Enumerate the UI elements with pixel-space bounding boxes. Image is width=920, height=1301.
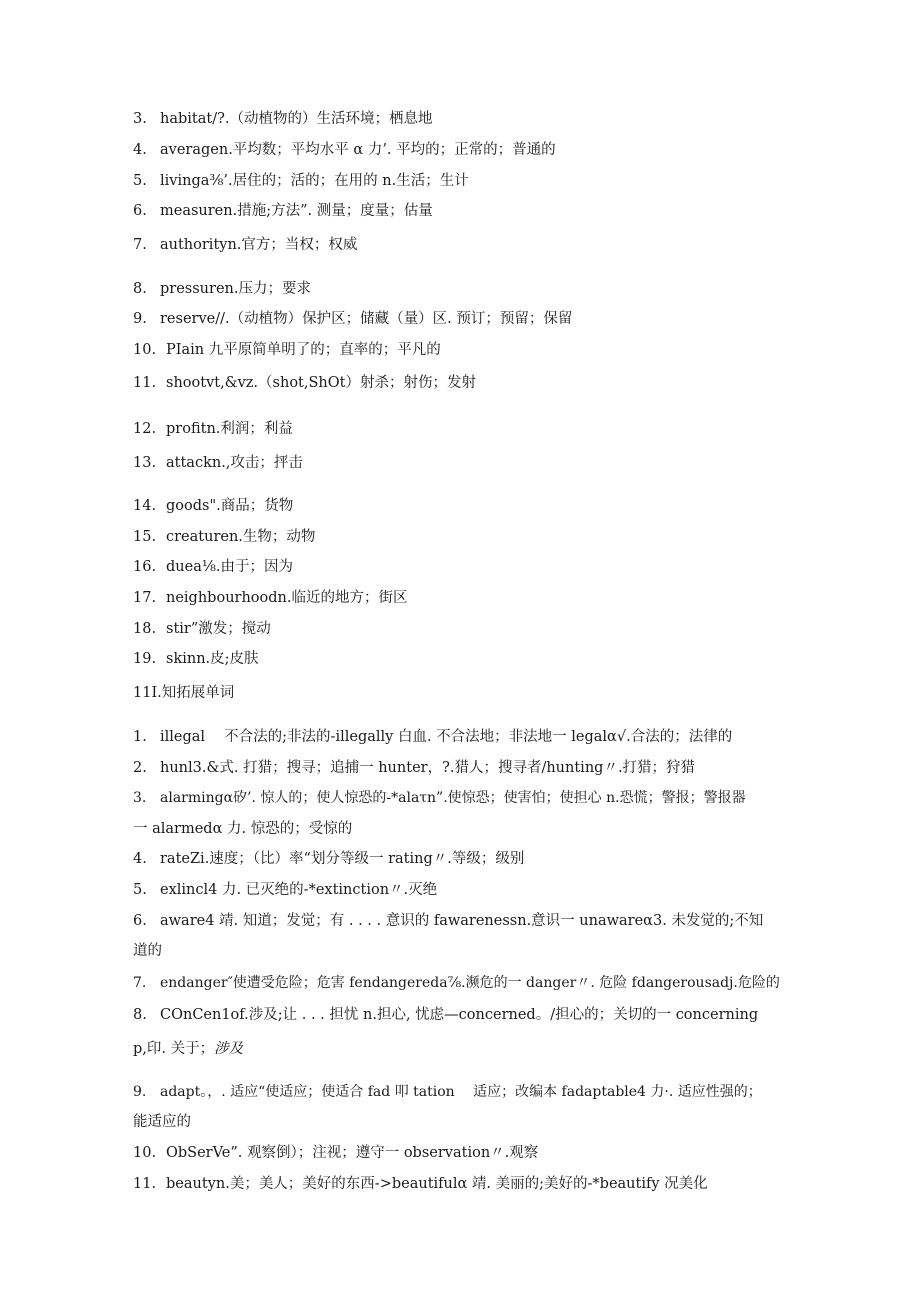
vocab-item-6 xyxy=(133,201,433,221)
item-text: beautyn.美；美人；美好的东西->beautifulα 靖. 美丽的;美好的-*beautify 况美化 xyxy=(166,1176,708,1192)
vocab-item-10 xyxy=(133,340,441,360)
item-number: 11. xyxy=(133,1176,157,1192)
item-text: profitn.利润；利益 xyxy=(166,421,293,437)
vocab-item-15 xyxy=(133,527,315,547)
vocab-item-17 xyxy=(133,588,408,608)
item-number: 12. xyxy=(133,421,157,437)
item-number: 10. xyxy=(133,1145,157,1161)
item-text: attackn.,攻击；抨击 xyxy=(166,455,303,471)
ext-item-3 xyxy=(133,788,746,808)
item-text: aware4 靖. 知道；发觉；有 . . . . 意识的 fawarenessn.意识一 unawareα3. 未发觉的;不知 xyxy=(160,913,764,929)
ext-item-1 xyxy=(133,727,732,747)
item-number: 19. xyxy=(133,651,157,667)
ext-item-8-continued xyxy=(133,1039,243,1059)
item-number: 4. xyxy=(133,851,147,867)
item-text: endanger″使遭受危险；危害 fendangereda⅞.濒危的一 danger〃. 危险 fdangerousadj.危险的 xyxy=(160,975,780,991)
vocab-item-18 xyxy=(133,619,271,639)
vocab-item-19 xyxy=(133,649,259,669)
vocab-item-9 xyxy=(133,309,572,329)
item-number: 8. xyxy=(133,1007,147,1023)
ext-item-9-continued: 能适应的 xyxy=(133,1114,191,1130)
vocab-item-4 xyxy=(133,140,556,160)
item-text: neighbourhoodn.临近的地方；街区 xyxy=(166,590,408,606)
item-number: 14. xyxy=(133,498,157,514)
item-text: reserve//.（动植物）保护区；储藏（量）区. 预订；预留；保留 xyxy=(160,311,573,327)
item-text: creaturen.生物；动物 xyxy=(166,529,316,545)
vocab-item-16 xyxy=(133,557,293,577)
vocab-item-5 xyxy=(133,171,469,191)
item-text: shootvt,&vz.（shot,ShOt）射杀；射伤；发射 xyxy=(166,375,476,391)
item-text: pressuren.压力；要求 xyxy=(160,281,311,297)
item-number: 6. xyxy=(133,203,147,219)
item-number: 3. xyxy=(133,111,147,127)
item-text: habitat/?.（动植物的）生活环境；栖息地 xyxy=(160,111,433,127)
ext-item-11 xyxy=(133,1174,708,1194)
item-text: alarmingα矽’. 惊人的；使人惊恐的-*alaτn”.使惊恐；使害怕；使担心 n.恐慌；警报；警报器 xyxy=(160,790,746,806)
item-text: rateZi.速度；（比）率“划分等级一 rating〃.等级；级别 xyxy=(160,851,525,867)
vocab-item-14 xyxy=(133,496,293,516)
item-text: averagen.平均数；平均水平 α 力’. 平均的；正常的；普通的 xyxy=(160,142,556,158)
ext-item-5 xyxy=(133,880,437,900)
ext-item-10 xyxy=(133,1143,538,1163)
vocab-item-8 xyxy=(133,279,311,299)
continued-italic-text: 涉及 xyxy=(214,1041,244,1057)
ext-item-8 xyxy=(133,1005,758,1025)
vocab-item-7 xyxy=(133,235,357,255)
item-text: adapt。，. 适应“使适应；使适合 fad 叩 tation 适应；改编本 fadaptable4 力·. 适应性强的； xyxy=(160,1084,762,1100)
item-text: ObSerVe”. 观察倒）；注视；遵守一 observation〃.观察 xyxy=(166,1145,539,1161)
item-text: measuren.措施;方法”. 测量；度量；估量 xyxy=(160,203,433,219)
item-number: 13. xyxy=(133,455,157,471)
ext-item-7 xyxy=(133,973,780,993)
item-number: 7. xyxy=(133,237,147,253)
item-number: 9. xyxy=(133,311,147,327)
vocab-item-11 xyxy=(133,373,476,393)
vocab-item-3 xyxy=(133,109,432,129)
item-number: 17. xyxy=(133,590,157,606)
item-number: 11. xyxy=(133,375,157,391)
ext-item-2 xyxy=(133,758,695,778)
ext-item-6 xyxy=(133,911,763,931)
item-text: hunl3.&式. 打猎；搜寻；追捕一 hunter，?.猎人；搜寻者/hunting〃.打猎；狩猎 xyxy=(160,760,696,776)
item-number: 3. xyxy=(133,790,147,806)
item-text: exlincl4 力. 已灭绝的-*extinction〃.灭绝 xyxy=(160,882,438,898)
item-text: authorityn.官方；当权；权威 xyxy=(160,237,358,253)
item-number: 16. xyxy=(133,559,157,575)
item-text: stir”激发；搅动 xyxy=(166,621,271,637)
item-number: 10. xyxy=(133,342,157,358)
item-text: PIain 九平原简单明了的；直率的；平凡的 xyxy=(166,342,441,358)
ext-item-3-continued: 一 alarmedα 力. 惊恐的；受惊的 xyxy=(133,821,353,837)
item-number: 5. xyxy=(133,882,147,898)
item-number: 18. xyxy=(133,621,157,637)
continued-text: p,印. 关于； xyxy=(133,1041,215,1057)
item-number: 9. xyxy=(133,1084,147,1100)
vocab-item-12 xyxy=(133,419,293,439)
item-number: 4. xyxy=(133,142,147,158)
item-text: COnCen1of.涉及;让 . . . 担忧 n.担心, 忧虑—concerned。/担心的；关切的一 concerning xyxy=(160,1007,759,1023)
ext-item-4 xyxy=(133,849,524,869)
item-number: 8. xyxy=(133,281,147,297)
item-text: illegal 不合法的;非法的-illegally 白血. 不合法地；非法地一 legalα√.合法的；法律的 xyxy=(160,729,733,745)
ext-item-9 xyxy=(133,1082,762,1102)
item-text: skinn.皮;皮肤 xyxy=(166,651,259,667)
vocab-item-13 xyxy=(133,453,303,473)
item-text: livinga⅜’.居住的；活的；在用的 n.生活；生计 xyxy=(160,173,469,189)
section-heading: 11I.知拓展单词 xyxy=(133,685,235,701)
item-number: 5. xyxy=(133,173,147,189)
item-number: 1. xyxy=(133,729,147,745)
item-number: 7. xyxy=(133,975,147,991)
item-text: duea⅛.由于；因为 xyxy=(166,559,294,575)
item-number: 6. xyxy=(133,913,147,929)
item-number: 2. xyxy=(133,760,147,776)
item-text: goods".商品；货物 xyxy=(166,498,294,514)
item-number: 15. xyxy=(133,529,157,545)
ext-item-6-continued: 道的 xyxy=(133,943,162,959)
